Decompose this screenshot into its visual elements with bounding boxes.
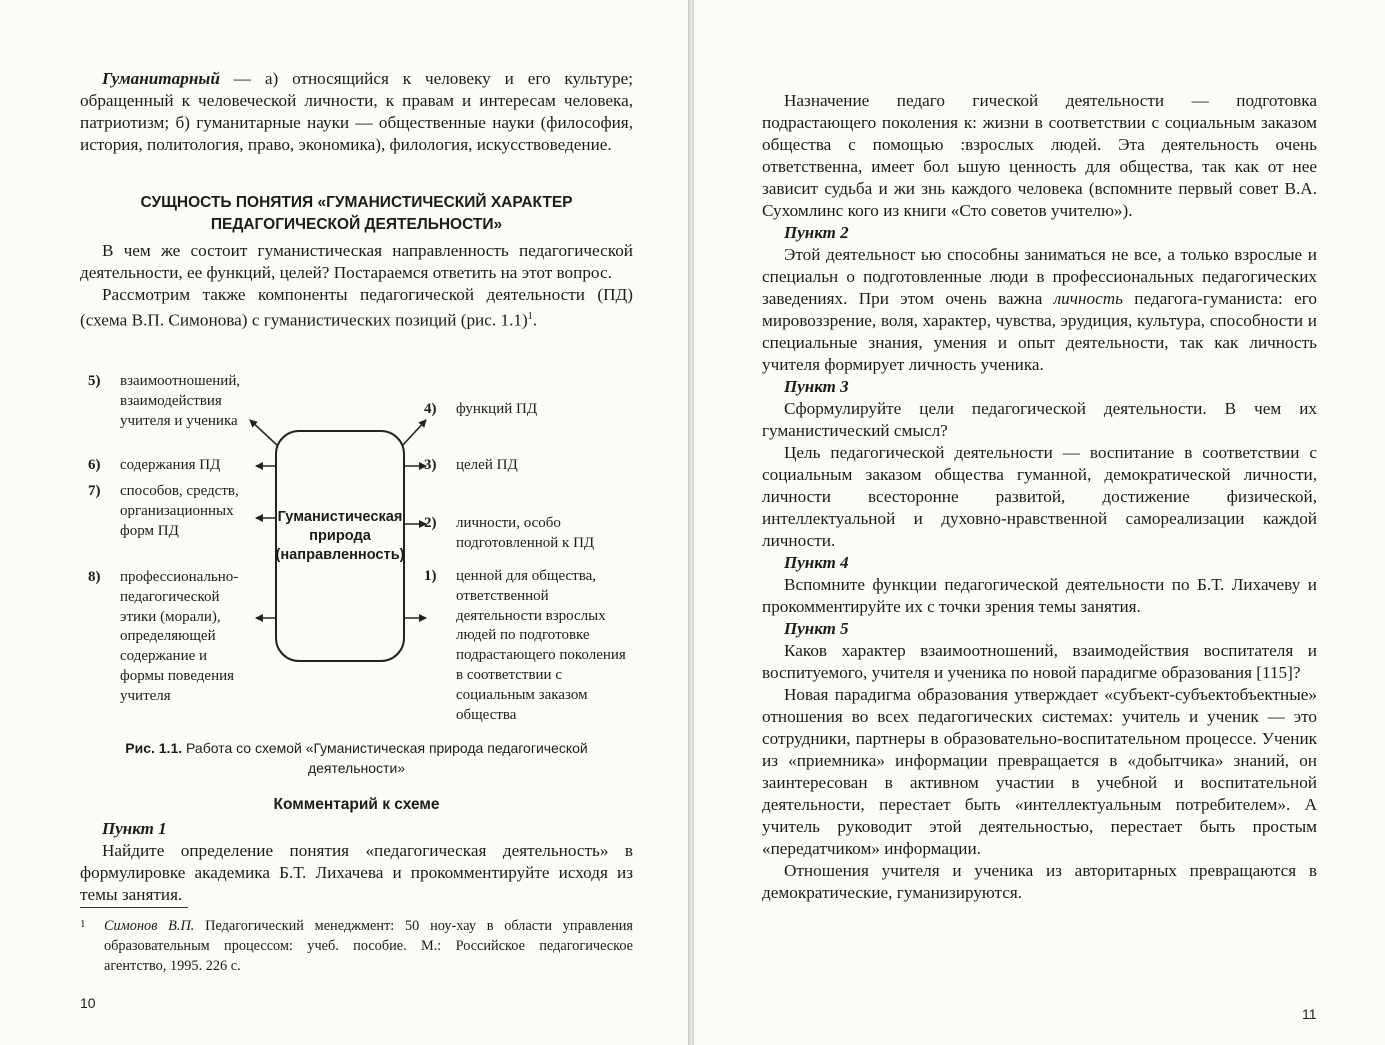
right-item-1-label: ценной для общества, ответственной деятельности взрослых людей по подготовке подрастающего поколения в соответствии с социальным заказом общества bbox=[456, 568, 626, 723]
arrow-5 bbox=[250, 420, 278, 446]
left-item-8-label: профессионально-педагогической этики (морали), определяющей содержание и формы поведения учителя bbox=[120, 569, 239, 704]
right-item-3-label: целей ПД bbox=[456, 457, 518, 473]
right-item-2-label: личности, особо подготовленной к ПД bbox=[456, 515, 595, 551]
right-page bbox=[694, 0, 1385, 1045]
point-1-label: Пункт 1 bbox=[102, 819, 167, 838]
right-paragraph-3: Сформулируйте цели педагогической деятельности. В чем их гуманистический смысл? bbox=[762, 399, 1317, 440]
section-heading: СУЩНОСТЬ ПОНЯТИЯ «ГУМАНИСТИЧЕСКИЙ ХАРАКТЕР ПЕДАГОГИЧЕСКОЙ ДЕЯТЕЛЬНОСТИ» bbox=[140, 194, 573, 233]
left-item-7-label: способов, средств, организационных форм ПД bbox=[120, 483, 239, 539]
figure-caption-text: Работа со схемой «Гуманистическая природа педагогической деятельности» bbox=[182, 740, 588, 776]
right-paragraph-7: Новая парадигма образования утверждает «субъект-субъектобъектные» отношения во всех педагогических системах: учитель и ученик — это сотрудники, партнеры в образовательно-воспитательном процессе. Ученик из «приемника» информации превращается в «добытчика» знаний, он заинтересован в активном участии в учебной и воспитательной деятельности, перестает быть «интеллектуальным потребителем». А учитель руководит этой деятельностью, перестает быть простым «передатчиком» информации. bbox=[762, 685, 1317, 858]
right-paragraph-2-text: Этой деятельност ью способны заниматься не все, а только взрослые и специальн о подготовленные люди в профессиональных педагогических заведениях. При этом очень важна bbox=[762, 245, 1317, 308]
footnote-text: Педагогический менеджмент: 50 ноу-хау в области управления образовательным процессом: учеб. пособие. М.: Российское педагогическое агентство, 1995. 226 с. bbox=[104, 918, 634, 974]
body-paragraph-2-text: Рассмотрим также компоненты педагогической деятельности (ПД) (схема В.П. Симонова) с гуманистических позиций (рис. 1.1) bbox=[80, 285, 633, 330]
figure-label: Рис. 1.1. bbox=[125, 740, 183, 756]
footnote-mark: 1 bbox=[80, 918, 86, 930]
page-number-right: 11 bbox=[1302, 1006, 1317, 1022]
right-paragraph-2 bbox=[762, 244, 1317, 376]
intro-definition: — а) относящийся к человеку и его культуре; обращенный к человеческой личности, к правам и интересам человека, патриотизм; б) гуманитарные науки — общественные науки (философия, история, политология, право, экономика), филология, искусствоведение. bbox=[80, 69, 633, 154]
right-paragraph-2-tail: педагога-гуманиста: его мировоззрение, воля, характер, чувства, эрудиция, культура, способности и специальные знания, умения и опыт деятельности, так как личность учителя формирует личность ученика. bbox=[762, 289, 1317, 374]
left-item-6-label: содержания ПД bbox=[120, 457, 221, 473]
right-item-2-num: 2) bbox=[424, 515, 437, 531]
footnote bbox=[80, 916, 633, 976]
right-paragraph-5: Вспомните функции педагогической деятельности по Б.Т. Лихачеву и прокомментируйте их с точки зрения темы занятия. bbox=[762, 575, 1317, 616]
right-item-4-label: функций ПД bbox=[456, 401, 538, 417]
point-1-text: Найдите определение понятия «педагогическая деятельность» в формулировке академика Б.Т. Лихачева и прокомментируйте исходя из темы занятия. bbox=[80, 841, 633, 904]
footnote-ref: 1 bbox=[527, 311, 533, 322]
footnote-author: Симонов В.П. bbox=[104, 918, 195, 934]
figure-caption bbox=[80, 738, 633, 778]
right-paragraph-8: Отношения учителя и ученика из авторитарных превращаются в демократические, гуманизируются. bbox=[762, 861, 1317, 902]
body-paragraph-2-end: . bbox=[532, 310, 537, 330]
left-item-6-num: 6) bbox=[88, 457, 101, 473]
point-4-label: Пункт 4 bbox=[784, 553, 849, 572]
body-paragraph-1: В чем же состоит гуманистическая направленность педагогической деятельности, ее функций, целей? Постараемся ответить на этот вопрос. bbox=[80, 241, 633, 282]
right-paragraph-6: Каков характер взаимоотношений, взаимодействия воспитателя и воспитуемого, учителя и ученика по новой парадигме образования [115]? bbox=[762, 641, 1317, 682]
arrow-4 bbox=[402, 420, 426, 446]
right-item-1-num: 1) bbox=[424, 568, 437, 584]
point-3-label: Пункт 3 bbox=[784, 377, 849, 396]
left-item-7-num: 7) bbox=[88, 483, 101, 499]
page-number-left: 10 bbox=[80, 995, 96, 1011]
point-2-label: Пункт 2 bbox=[784, 223, 849, 242]
right-paragraph-4: Цель педагогической деятельности — воспитание в соответствии с социальным заказом общества гуманной, демократической личности, личности всесторонне развитой, достижение физической, интеллектуальной и духовно-нравственной самореализации каждой личности. bbox=[762, 443, 1317, 550]
footnote-rule bbox=[80, 907, 188, 908]
left-page bbox=[0, 0, 688, 1045]
left-item-8-num: 8) bbox=[88, 569, 101, 585]
point-5-label: Пункт 5 bbox=[784, 619, 849, 638]
point-1-block bbox=[80, 818, 633, 906]
intro-term: Гуманитарный bbox=[102, 69, 220, 88]
left-item-5-label: взаимоотношений, взаимодействия учителя и ученика bbox=[120, 373, 241, 429]
footnote-body bbox=[104, 916, 633, 976]
right-paragraph-1: Назначение педаго гической деятельности — подготовка подрастающего поколения к: жизни в соответствии с социальным заказом общества с помощью :взрослых людей. Эта деятельность очень ответственна, имеет бол ьшую ценность для общества, так как от нее зависит судьба и жи знь каждого человека (вспомните первый совет В.А. Сухомлинс кого из книги «Сто советов учителю»). bbox=[762, 91, 1317, 220]
right-page-body bbox=[762, 90, 1317, 904]
center-block-label: Гуманистическая природа (направленность) bbox=[275, 509, 405, 563]
right-item-4-num: 4) bbox=[424, 401, 437, 417]
right-item-3-num: 3) bbox=[424, 457, 437, 473]
left-item-5-num: 5) bbox=[88, 373, 101, 389]
right-paragraph-2-italic: личность bbox=[1053, 289, 1123, 308]
comment-heading: Комментарий к схеме bbox=[273, 796, 440, 813]
